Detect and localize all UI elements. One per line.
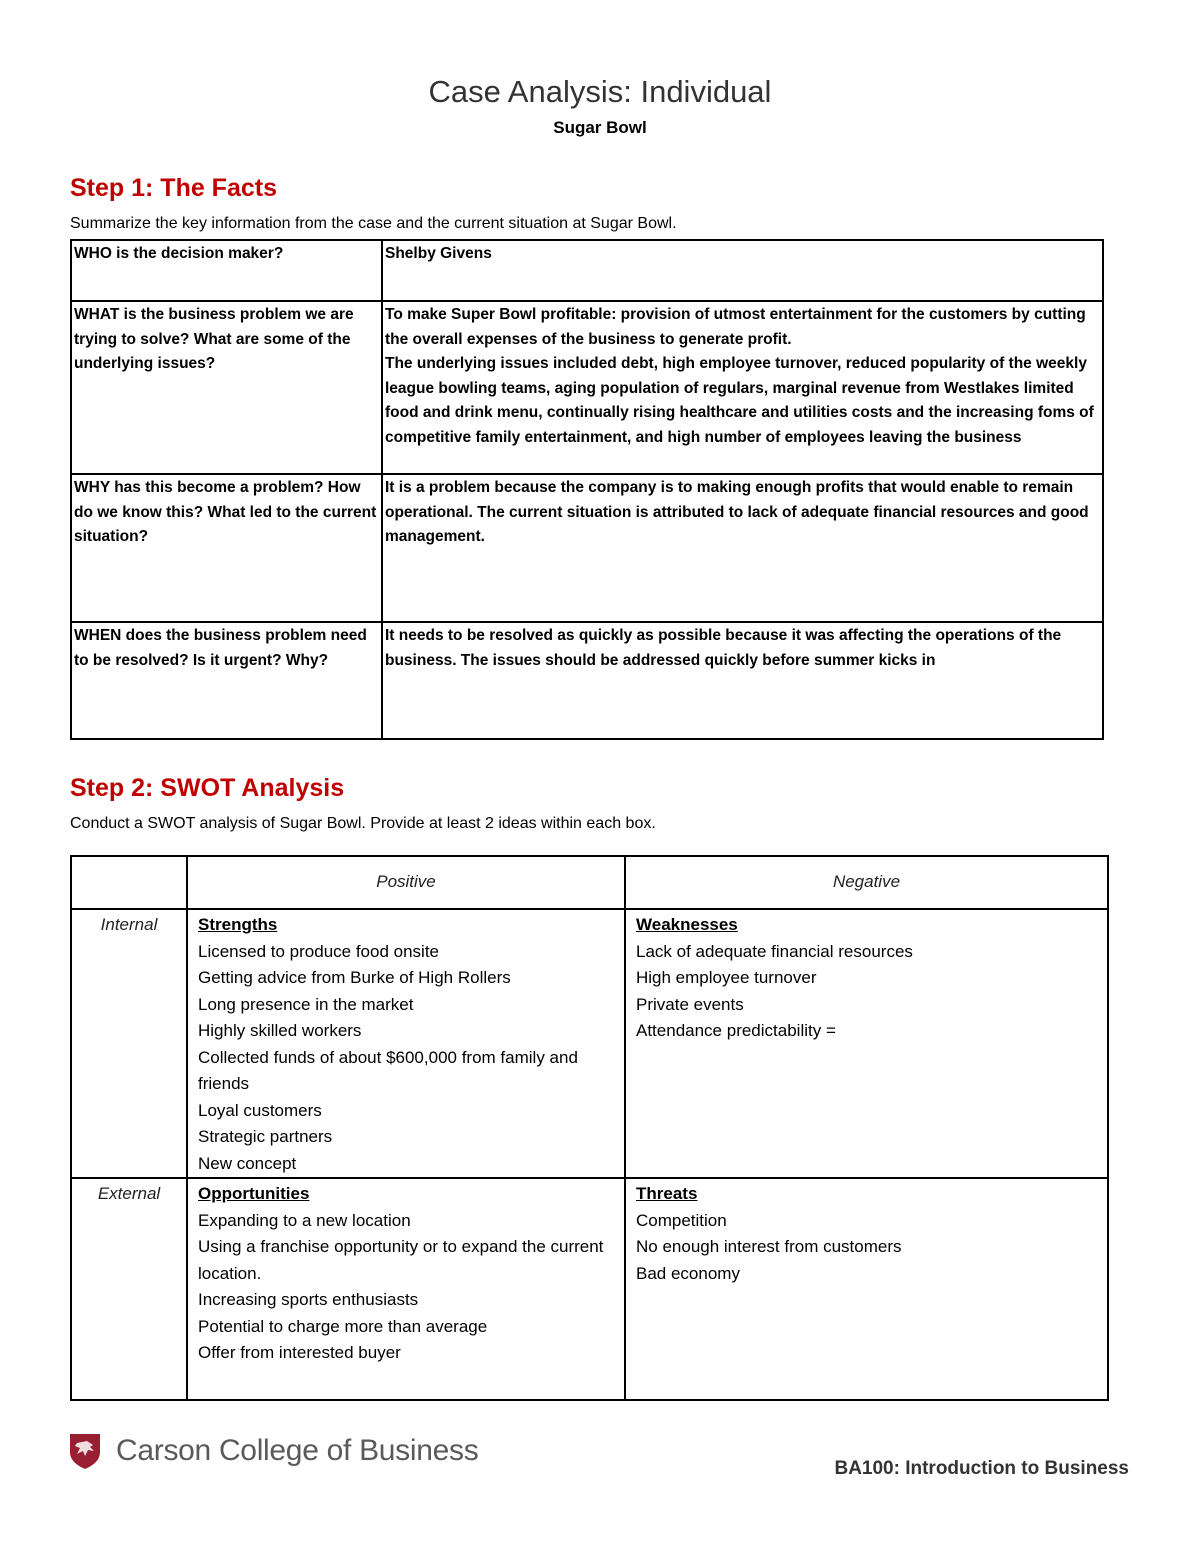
swot-col-positive: Positive xyxy=(187,856,625,909)
strength-item: New concept xyxy=(198,1153,297,1173)
facts-row-what xyxy=(71,301,1103,474)
facts-answer-cell xyxy=(382,301,1103,474)
threat-item: Bad economy xyxy=(636,1263,740,1283)
weakness-item: Lack of adequate financial resources xyxy=(636,941,913,961)
document-title: Case Analysis: Individual xyxy=(428,74,772,109)
opportunity-item: Expanding to a new location xyxy=(198,1210,411,1230)
strengths-cell xyxy=(187,909,625,1178)
facts-table xyxy=(70,239,1104,740)
facts-question: WHEN does the business problem need to be resolved? Is it urgent? Why? xyxy=(71,622,382,739)
threat-item: No enough interest from customers xyxy=(636,1237,902,1256)
facts-answer: To make Super Bowl profitable: provision of utmost entertainment for the customers by cutting the overall expenses of the business to generate profit. xyxy=(385,306,1086,348)
facts-question: WHAT is the business problem we are trying to solve? What are some of the underlying issues? xyxy=(71,301,382,474)
course-name: BA100: Introduction to Business xyxy=(834,1458,1129,1479)
threats-cell xyxy=(625,1178,1108,1400)
threat-item: Competition xyxy=(636,1210,727,1230)
opportunity-item: Potential to charge more than average xyxy=(198,1316,488,1336)
facts-row-when xyxy=(71,622,1103,739)
cougar-shield-icon xyxy=(68,1432,102,1470)
opportunities-cell xyxy=(187,1178,625,1400)
step1-description: Summarize the key information from the case and the current situation at Sugar Bowl. xyxy=(70,215,677,232)
document-subtitle: Sugar Bowl xyxy=(553,118,647,137)
strength-item: Licensed to produce food onsite xyxy=(198,941,440,961)
swot-corner-cell xyxy=(71,856,187,909)
facts-answer: It is a problem because the company is to making enough profits that would enable to remain operational. The current situation is attributed to lack of adequate financial resources and good management. xyxy=(382,474,1103,622)
carson-college-logo xyxy=(68,1432,478,1470)
swot-row-internal: Internal xyxy=(71,909,187,1178)
weakness-item: High employee turnover xyxy=(636,968,817,987)
step1-heading: Step 1: The Facts xyxy=(70,174,277,202)
opportunity-item: Increasing sports enthusiasts xyxy=(198,1290,419,1309)
swot-table xyxy=(70,855,1109,1401)
swot-col-negative: Negative xyxy=(625,856,1108,909)
facts-row-why xyxy=(71,474,1103,622)
opportunities-title: Opportunities xyxy=(198,1184,310,1203)
facts-row-who xyxy=(71,240,1103,301)
logo-text: Carson College of Business xyxy=(116,1434,479,1467)
threats-title: Threats xyxy=(636,1184,698,1203)
facts-answer: It needs to be resolved as quickly as possible because it was affecting the operations of the business. The issues should be addressed quickly before summer kicks in xyxy=(382,622,1103,739)
opportunity-item: Offer from interested buyer xyxy=(198,1343,401,1362)
facts-question: WHY has this become a problem? How do we know this? What led to the current situation? xyxy=(71,474,382,622)
step2-description: Conduct a SWOT analysis of Sugar Bowl. Provide at least 2 ideas within each box. xyxy=(70,815,656,832)
weakness-item: Attendance predictability = xyxy=(636,1021,836,1040)
strengths-title: Strengths xyxy=(198,915,278,934)
swot-external-row xyxy=(71,1178,1108,1400)
strength-item: Collected funds of about $600,000 from family and friends xyxy=(198,1047,578,1093)
opportunity-item: Using a franchise opportunity or to expand the current location. xyxy=(198,1237,604,1283)
strength-item: Highly skilled workers xyxy=(198,1021,362,1040)
facts-answer-underlying: The underlying issues included debt, high employee turnover, reduced popularity of the weekly league bowling teams, aging population of regulars, marginal revenue from Westlakes limited food and drink menu, continually rising healthcare and utilities costs and the increasing foms of competitive family entertainment, and high number of employees leaving the business xyxy=(385,355,1094,446)
facts-answer: Shelby Givens xyxy=(382,240,1103,301)
swot-row-external: External xyxy=(71,1178,187,1400)
swot-internal-row xyxy=(71,909,1108,1178)
weakness-item: Private events xyxy=(636,994,744,1014)
strength-item: Getting advice from Burke of High Rollers xyxy=(198,968,511,987)
weaknesses-cell xyxy=(625,909,1108,1178)
weaknesses-title: Weaknesses xyxy=(636,915,738,934)
step2-heading: Step 2: SWOT Analysis xyxy=(70,774,345,802)
strength-item: Strategic partners xyxy=(198,1127,333,1146)
strength-item: Long presence in the market xyxy=(198,994,414,1014)
swot-header-row xyxy=(71,856,1108,909)
facts-question: WHO is the decision maker? xyxy=(71,240,382,301)
strength-item: Loyal customers xyxy=(198,1100,322,1120)
